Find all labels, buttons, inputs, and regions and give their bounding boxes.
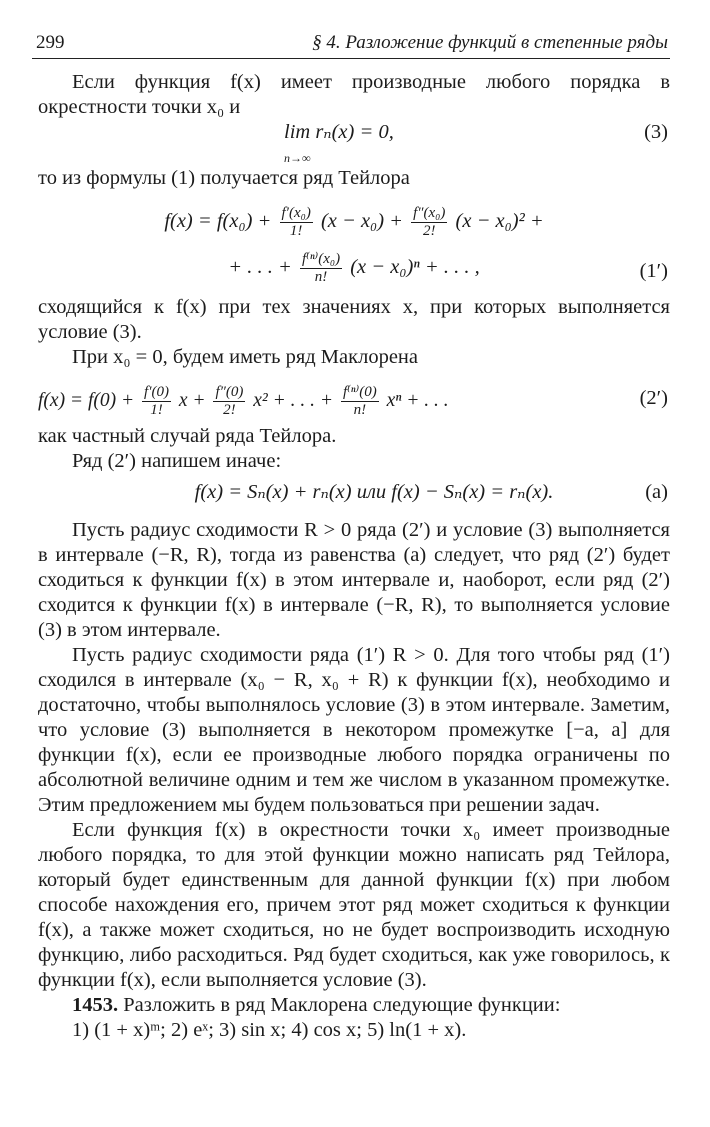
paragraph-taylor-lead: то из формулы (1) получается ряд Тейлора	[38, 167, 410, 189]
running-title: § 4. Разложение функций в степенные ряды	[312, 32, 668, 53]
paragraph-radius-maclaurin: Пусть радиус сходимости R > 0 ряда (2′) и условие (3) выполняется в интервале (−R, R), тогда из равенства (a) следует, что ряд (2′) будет сходиться к функции f(x) в этом интервале и, наоборот, если ряд (2′) сходится к функции f(x) в интервале (−R, R), то выполняется условие (3) в этом интервале.	[38, 519, 670, 641]
fraction-numerator: f″(x₀)	[413, 205, 446, 221]
formula-a-tag: (a)	[645, 481, 668, 503]
fraction-numerator: f′(x₀)	[281, 205, 311, 221]
formula-2prime	[38, 374, 670, 424]
paragraph-special-case: как частный случай ряда Тейлора.	[38, 425, 337, 447]
paragraph-radius-taylor: Пусть радиус сходимости ряда (1′) R > 0. Для того чтобы ряд (1′) сходился в интервале (x₀ − R, x₀ + R) к функции f(x), необходимо и достаточно, чтобы выполнялось условие (3) в этом интервале. Заметим, что условие (3) выполняется в некотором промежутке [−a, a] для функции f(x), если ее производные любого порядка ограничены по абсолютной величине одним и тем же числом в указанном промежутке. Этим предложением мы будем пользоваться при решении задач.	[38, 644, 670, 816]
page-number: 299	[36, 32, 65, 53]
f1-line2-end: (x − x₀)ⁿ + . . . ,	[350, 256, 480, 279]
paragraph-converges: сходящийся к f(x) при тех значениях x, при которых выполняется условие (3).	[38, 296, 670, 343]
f2-mid2: x² + . . . +	[253, 389, 334, 411]
f2-end: xⁿ + . . .	[386, 389, 449, 411]
formula-1prime-tag: (1′)	[639, 260, 668, 282]
fraction-denominator: 2!	[223, 402, 236, 418]
fraction-numerator: f⁽ⁿ⁾(0)	[342, 384, 377, 400]
fraction-f2-second	[213, 384, 245, 419]
formula-3-tag: (3)	[644, 121, 668, 143]
fraction-denominator: n!	[314, 269, 328, 285]
paragraph-maclaurin-lead: При x₀ = 0, будем иметь ряд Маклорена	[72, 346, 418, 368]
formula-a-expression: f(x) = Sₙ(x) + rₙ(x) или f(x) − Sₙ(x) = rₙ(x).	[194, 481, 554, 503]
fraction-denominator: 1!	[289, 223, 303, 239]
fraction-numerator: f′(0)	[144, 384, 169, 400]
fraction-denominator: 2!	[423, 223, 436, 239]
problem-items: 1) (1 + x)ᵐ; 2) eˣ; 3) sin x; 4) cos x; 5) ln(1 + x).	[72, 1019, 467, 1041]
f2-left: f(x) = f(0) +	[38, 389, 135, 411]
formula-3	[38, 120, 670, 166]
formula-a	[38, 480, 670, 518]
fraction-f2-nth	[341, 384, 379, 419]
paragraph-intro: Если функция f(x) имеет производные любого порядка в окрестности точки x₀ и	[38, 71, 670, 118]
fraction-numerator: f″(0)	[215, 384, 244, 400]
f1-line1-end: (x − x₀)² +	[455, 210, 544, 233]
fraction-f1-nth	[300, 251, 342, 286]
formula-2prime-tag: (2′)	[639, 387, 668, 409]
problem-text: Разложить в ряд Маклорена следующие функции:	[123, 994, 561, 1016]
formula-1prime-line1	[38, 199, 670, 243]
fraction-f1-second	[411, 205, 447, 240]
fraction-numerator: f⁽ⁿ⁾(x₀)	[301, 251, 341, 267]
fraction-f1-first	[280, 205, 313, 240]
fraction-f2-first	[142, 384, 171, 419]
f1-line2-left: + . . . +	[228, 256, 292, 279]
paragraph-uniqueness: Если функция f(x) в окрестности точки x₀ имеет производные любого порядка, то для этой функции можно написать ряд Тейлора, который будет единственным для данной функции f(x) при любом способе нахождения его, причем этот ряд может сходиться к функции f(x), а также может сходиться, но не будет воспроизводить исходную функцию, либо расходиться. Ряд будет сходиться, как уже говорилось, к функции f(x), если выполняется условие (3).	[38, 819, 670, 991]
paragraph-rewrite: Ряд (2′) напишем иначе:	[72, 450, 282, 472]
f1-line1-left: f(x) = f(x₀) +	[164, 210, 272, 233]
problem-1453	[38, 993, 670, 1018]
formula-3-expression: lim rₙ(x) = 0,	[284, 121, 394, 143]
formula-1prime-line2	[38, 243, 670, 289]
page-header	[32, 28, 670, 59]
fraction-denominator: n!	[353, 402, 367, 418]
f2-mid1: x +	[178, 389, 206, 411]
formula-3-limit-subscript: n→∞	[284, 151, 311, 165]
problem-number: 1453.	[72, 994, 119, 1016]
fraction-denominator: 1!	[150, 402, 163, 418]
page-body	[38, 70, 670, 1043]
f1-line1-mid: (x − x₀) +	[320, 210, 403, 233]
